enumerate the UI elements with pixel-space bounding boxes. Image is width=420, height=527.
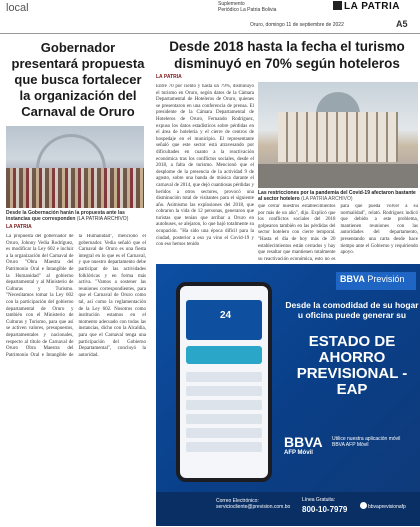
left-headline: Gobernador presentará propuesta que busca fortalecer la organización del Carnaval de Oruro xyxy=(11,40,145,119)
ad-lead-text: Desde la comodidad de su hogar u oficina puede generar su xyxy=(285,300,419,320)
main-article xyxy=(152,34,420,527)
supplement-label: Suplemento Periódico La Patria Bolivia xyxy=(218,1,277,13)
left-source: LA PATRIA xyxy=(6,224,32,230)
prevision-brand: BBVA Previsión xyxy=(336,272,416,290)
issue-date: Oruro, domingo 11 de septiembre de 2022 xyxy=(250,22,344,28)
ad-footer xyxy=(156,492,420,526)
section-label: local xyxy=(6,2,29,14)
left-photo-caption: Desde la Gobernación harán la propuesta ante las instancias que corresponden (LA PATRIA ARCHIVO) xyxy=(6,210,129,222)
newspaper-logo: LA PATRIA xyxy=(333,1,400,12)
logo-mark-icon xyxy=(333,1,342,10)
app-banner-block xyxy=(186,346,262,364)
building-shape xyxy=(278,112,398,162)
bbva-advertisement[interactable] xyxy=(156,264,420,526)
afp-movil-label: AFP Móvil xyxy=(284,450,313,456)
app-row xyxy=(186,386,262,396)
ad-phone[interactable]: Línea Gratuita: 800-10-7979 xyxy=(302,497,348,514)
left-article xyxy=(0,34,150,527)
arch-shape xyxy=(36,134,106,170)
main-photo-caption: Las restricciones por la pandemia del Covid-19 afectaron bastante al sector hotelero (LA PATRIA ARCHIVO) xyxy=(258,190,416,202)
app-download-text[interactable]: Utilice nuestra aplicación móvil BBVA AFP Móvil xyxy=(332,436,401,448)
app-row xyxy=(186,428,262,438)
app-row xyxy=(186,414,262,424)
ad-big-title: ESTADO DE AHORRO PREVISIONAL - EAP xyxy=(296,333,408,398)
crowd-shape xyxy=(6,168,144,208)
street-shape xyxy=(258,164,418,188)
phone-mockup xyxy=(176,282,272,482)
page-number: A5 xyxy=(396,19,408,29)
app-number: 24 xyxy=(220,310,232,321)
app-row xyxy=(186,372,262,382)
ad-social[interactable]: bbvaprevisionafp xyxy=(360,502,406,510)
carnival-photo xyxy=(6,126,144,208)
hotel-street-photo xyxy=(258,82,418,188)
bbva-logo: BBVA xyxy=(284,434,323,450)
left-body-text: La propuesta del gobernador de Oruro, Johnny Vedia Rodríguez, es modificar la Ley 602 e incluir a la organización del Carnaval de Oruro "Obra Maestra del Patrimonio Oral e Intangible de la Humanidad" al gobierno departamental y al Ministerio de Culturas y Turismo. "Necesitamos tomar la Ley 602 con la participación del gobierno departamental de Oruro y también con el Ministerio de Culturas y Turismo, para que así se activen valores, presupuestos, departamentales y nacionales, respecto al título de Carnaval de Oruro Obra Maestra del Patrimonio Oral e Intangible de la Humanidad", mencionó el gobernador. Vedia señaló que el Carnaval de Oruro es una fiesta integral en lo que es el Carnaval, y que nuestro departamento debe participar de las actividades folklóricas y en forma más activa. "Vamos a sostener las reuniones correspondientes, para que el Carnaval de Oruro como tal, así como la reglamentación de la Ley 602. Nosotros como institución estamos en el momento adecuado con todas las instancias, dicho con la Alcaldía, para que el Carnaval tenga una participación del Gobierno Departamental", concluyó la autoridad. xyxy=(6,234,146,358)
page-header xyxy=(0,0,420,34)
app-row xyxy=(186,400,262,410)
social-icon xyxy=(360,502,367,509)
main-body-text-1: Entre 70 por ciento y hasta un 79%, disminuyó el turismo en Oruro, según datos de la Cámara Departamental de Hoteleros de Oruro, quienes se presentaron en una conferencia de prensa. El presidente de la Cámara Departamental de Hoteleros de Oruro, Fernando Rodríguez, expuso los datos estadísticos sobre pérdidas en el área de hotelería y el cierre de centros de hospedaje en el municipio. El representante señaló que este sector está atravesando por dificultades en cuanto a la reactivación económica tras los conflictos sociales, desde el 2018, a falta de turismo. Mencionó que el desplome de la presencia de la actividad 9 de agosto, sobre una banda de música durante el carnaval de 2014, que dejó cuantiosas pérdidas y heridos a otros sectores, provocó una disminución total de visitantes para el siguiente año. Asimismo las explosiones del 2018, que cobraron la vida de 12 personas, generaron que turistas que tenían que arribar a Oruro en autobuses, se alejaron, lo que bajó totalmente su ocupación. "Ha sido una época difícil para la ciudad, posterior a eso ya vino el Covid-19 y con eso hemos tenido xyxy=(156,84,254,248)
main-body-text-2: que cerrar nuestros establecimientos por más de un año", dijo. Explicó que los conflictos sociales del 2018 golpearon también en las pérdidas del sector hotelero con cierre temporal. "Hasta el día de hoy más de 20 establecimientos están cerrados y hay que resaltar que mantienen totalmente su reactivación económica, esto no es para que pueda volver a su normalidad", relató. Rodríguez indicó que debido a este problema, mantienen reuniones con las autoridades del departamento, presentando una carta desde hace tiempo ante el Gobierno y requiriendo apoyo. xyxy=(258,204,418,262)
main-source: LA PATRIA xyxy=(156,74,182,80)
app-row xyxy=(186,442,262,452)
main-headline: Desde 2018 hasta la fecha el turismo disminuyó en 70% según hoteleros xyxy=(169,39,405,71)
ad-email[interactable]: Correo Electrónico: serviciocliente@prevision.com.bo xyxy=(216,498,291,510)
